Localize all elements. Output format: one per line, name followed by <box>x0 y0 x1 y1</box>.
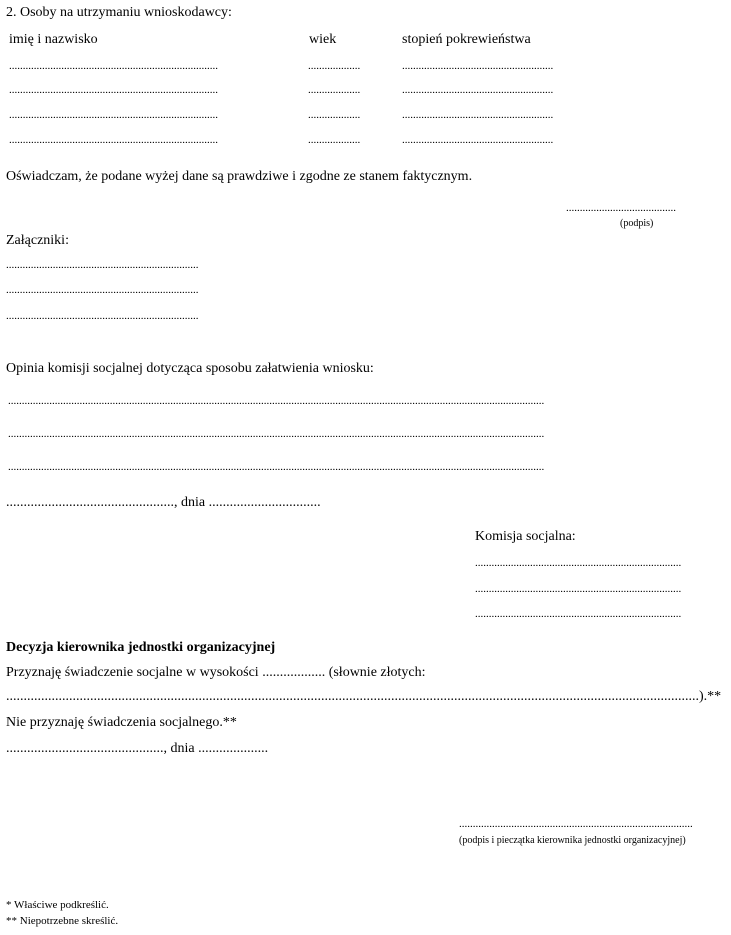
row-3-name-field[interactable]: ............................................................................ <box>9 110 218 121</box>
row-1-relation-field[interactable]: ....................................................... <box>402 61 554 72</box>
row-1-name-field[interactable]: ............................................................................ <box>9 61 218 72</box>
decision-deny-text: Nie przyznaję świadczenia socjalnego.** <box>6 715 237 730</box>
row-3-relation-field[interactable]: ....................................................... <box>402 110 554 121</box>
opinion-place-date[interactable]: ................................................, dnia ................................ <box>6 495 321 510</box>
committee-line-3[interactable]: ........................................................................... <box>475 609 682 620</box>
row-2-name-field[interactable]: ............................................................................ <box>9 85 218 96</box>
row-2-relation-field[interactable]: ....................................................... <box>402 85 554 96</box>
row-3-age-field[interactable]: ................... <box>308 110 361 121</box>
decision-title: Decyzja kierownika jednostki organizacyjnej <box>6 640 276 655</box>
committee-line-2[interactable]: ........................................................................... <box>475 584 682 595</box>
row-2-age-field[interactable]: ................... <box>308 85 361 96</box>
attachment-line-2[interactable]: ...................................................................... <box>6 285 199 296</box>
footnote-2: ** Niepotrzebne skreślić. <box>6 915 119 927</box>
attachments-title: Załączniki: <box>6 233 69 248</box>
head-signature-field[interactable]: ..................................................................................... <box>459 819 693 830</box>
committee-title: Komisja socjalna: <box>475 529 576 544</box>
attachment-line-1[interactable]: ...................................................................... <box>6 260 199 271</box>
column-header-age: wiek <box>309 32 337 47</box>
column-header-name: imię i nazwisko <box>9 32 98 47</box>
row-4-name-field[interactable]: ............................................................................ <box>9 135 218 146</box>
signature-field[interactable]: ........................................ <box>566 203 676 214</box>
declaration-text: Oświadczam, że podane wyżej dane są prawdziwe i zgodne ze stanem faktycznym. <box>6 169 473 184</box>
opinion-line-1[interactable]: ................................................................................................................................................................................................... <box>8 396 545 407</box>
decision-amount-line[interactable]: ......................................................................................................................................................................................................).** <box>6 690 722 704</box>
decision-grant-text: Przyznaję świadczenie socjalne w wysokości .................. (słownie złotych: <box>6 665 426 680</box>
column-header-relation: stopień pokrewieństwa <box>402 32 531 47</box>
row-4-age-field[interactable]: ................... <box>308 135 361 146</box>
opinion-line-3[interactable]: ................................................................................................................................................................................................... <box>8 462 545 473</box>
row-4-relation-field[interactable]: ....................................................... <box>402 135 554 146</box>
opinion-line-2[interactable]: ................................................................................................................................................................................................... <box>8 429 545 440</box>
opinion-title: Opinia komisji socjalnej dotycząca sposobu załatwienia wniosku: <box>6 361 374 376</box>
row-1-age-field[interactable]: ................... <box>308 61 361 72</box>
committee-line-1[interactable]: ........................................................................... <box>475 558 682 569</box>
footnote-1: * Właściwe podkreślić. <box>6 899 109 911</box>
section-title: 2. Osoby na utrzymaniu wnioskodawcy: <box>6 5 232 20</box>
head-signature-label: (podpis i pieczątka kierownika jednostki organizacyjnej) <box>459 835 686 846</box>
signature-label: (podpis) <box>620 218 654 229</box>
attachment-line-3[interactable]: ...................................................................... <box>6 311 199 322</box>
decision-place-date[interactable]: ............................................., dnia .................... <box>6 741 269 756</box>
